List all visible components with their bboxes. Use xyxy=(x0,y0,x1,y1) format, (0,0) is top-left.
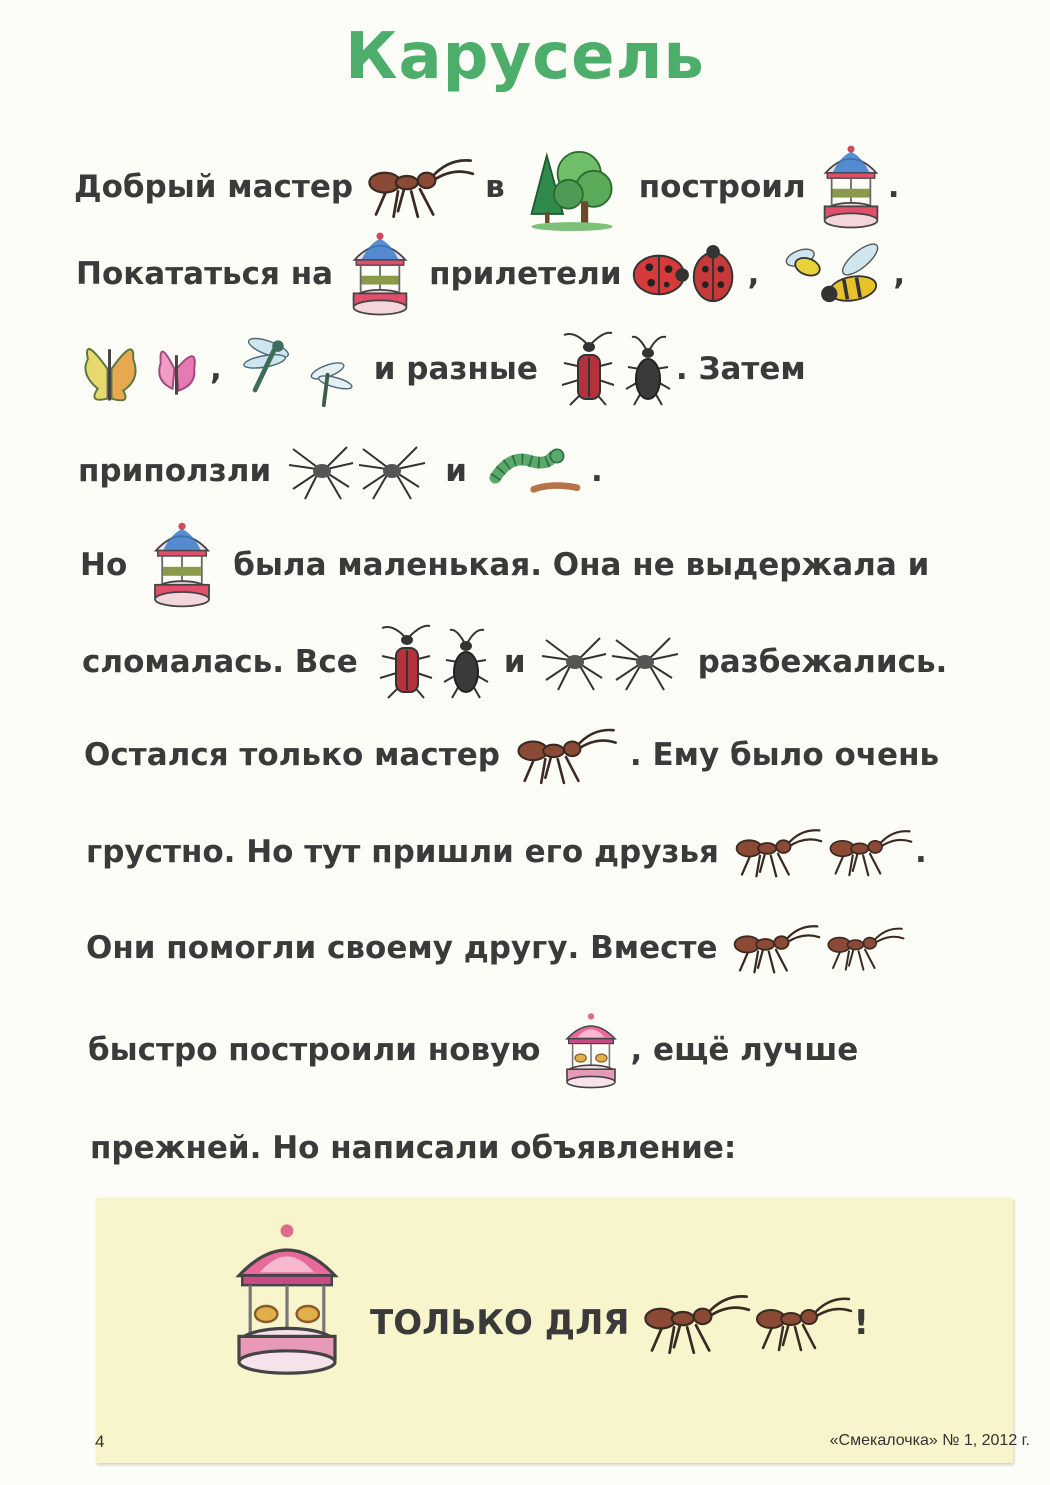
story-text: разбежались. xyxy=(697,644,948,680)
page-number: 4 xyxy=(95,1432,105,1451)
wasp-icon xyxy=(773,237,891,311)
story-line-6 xyxy=(82,622,947,702)
ant-icon xyxy=(514,724,618,786)
story-text: прежней. Но написали объявление: xyxy=(90,1130,737,1166)
spider-icon xyxy=(540,631,680,693)
beetle-icon xyxy=(556,329,676,409)
ant-icon xyxy=(733,822,823,882)
page-title: Карусель xyxy=(345,20,705,94)
story-line-3 xyxy=(78,328,806,410)
ant-icon xyxy=(731,918,821,978)
story-line-5 xyxy=(80,520,929,610)
ladybug-icon xyxy=(628,240,744,308)
beetle-icon xyxy=(374,622,494,702)
story-text: , ещё лучше xyxy=(630,1032,859,1068)
ant-icon xyxy=(365,154,475,220)
carousel-icon xyxy=(820,143,882,231)
story-text: и xyxy=(503,644,526,680)
story-text: Остался только мастер xyxy=(84,737,500,773)
story-text: приползли xyxy=(78,453,272,489)
ant-icon xyxy=(753,1292,853,1354)
dragonfly-icon xyxy=(236,328,360,410)
story-text: построил xyxy=(638,169,806,205)
story-line-10 xyxy=(88,1010,858,1090)
ant-icon xyxy=(641,1290,751,1356)
story-text: , xyxy=(210,351,222,387)
story-line-11 xyxy=(90,1130,736,1166)
story-line-8 xyxy=(86,822,927,882)
story-text: в xyxy=(485,169,505,205)
story-line-2 xyxy=(76,230,905,318)
notice-exclamation: ! xyxy=(853,1303,869,1343)
carousel-icon xyxy=(149,520,215,610)
story-line-4 xyxy=(78,440,603,502)
forest-icon xyxy=(525,142,619,232)
story-text: быстро построили новую xyxy=(88,1032,541,1068)
story-text: и xyxy=(445,453,467,489)
story-text: Покататься на xyxy=(76,256,334,292)
butterfly-icon xyxy=(78,329,206,409)
carousel-icon xyxy=(349,230,411,318)
story-text: Они помогли своему другу. Вместе xyxy=(86,930,718,966)
story-text: и разные xyxy=(373,351,538,387)
pink-carousel-icon xyxy=(556,1010,626,1090)
source-footer: «Смекалочка» № 1, 2012 г. xyxy=(829,1432,1030,1449)
story-text: прилетели xyxy=(429,256,622,292)
story-text: , xyxy=(893,256,906,292)
story-text: . Ему было очень xyxy=(629,737,940,773)
ant-icon xyxy=(825,920,905,976)
story-text: была маленькая. Она не выдержала и xyxy=(233,547,930,583)
story-line-7 xyxy=(84,724,939,786)
story-line-9 xyxy=(86,918,905,978)
story-text: . xyxy=(914,834,927,870)
story-text: , xyxy=(747,256,760,292)
story-line-1 xyxy=(74,142,900,232)
story-text: . xyxy=(887,169,900,205)
notice-text: ТОЛЬКО ДЛЯ xyxy=(370,1303,630,1343)
notice-text-line xyxy=(370,1290,869,1356)
story-text: Но xyxy=(80,547,128,583)
story-text: . Затем xyxy=(675,351,806,387)
ant-icon xyxy=(827,823,913,881)
story-text: Добрый мастер xyxy=(74,169,354,205)
caterpillar-icon xyxy=(487,444,587,498)
pink-carousel-icon xyxy=(222,1218,352,1378)
spider-icon xyxy=(287,440,427,502)
story-text: сломалась. Все xyxy=(82,644,358,680)
story-text: . xyxy=(590,453,603,489)
story-text: грустно. Но тут пришли его друзья xyxy=(86,834,719,870)
